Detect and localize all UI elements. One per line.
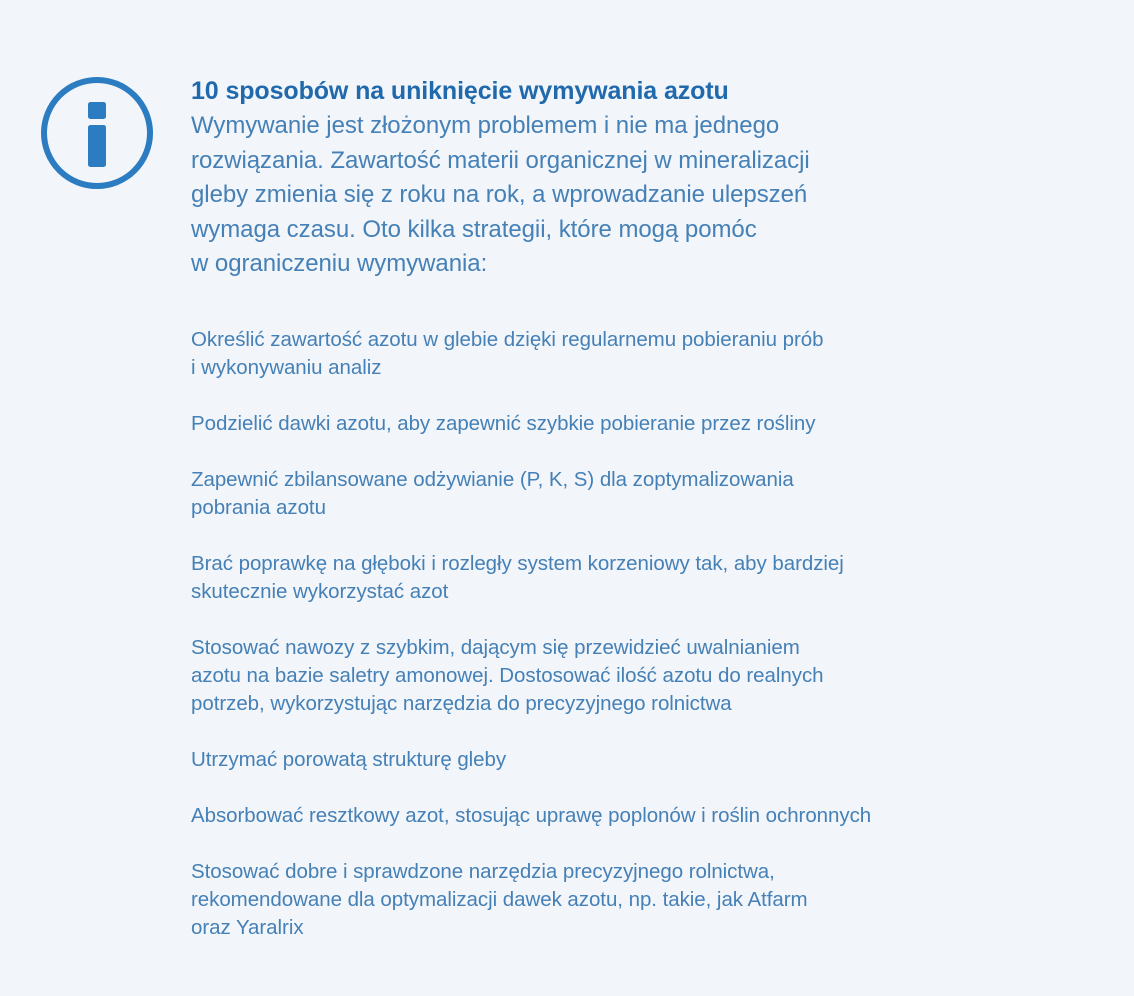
list-item-line: azotu na bazie saletry amonowej. Dostosować ilość azotu do realnych: [191, 664, 824, 687]
list-item: [191, 466, 1121, 522]
list-item-line: Absorbować resztkowy azot, stosując uprawę poplonów i roślin ochronnych: [191, 804, 872, 827]
list-item-line: Określić zawartość azotu w glebie dzięki regularnemu pobieraniu prób: [191, 328, 824, 351]
intro-line: gleby zmienia się z roku na rok, a wprowadzanie ulepszeń: [191, 181, 808, 208]
strategy-list: [191, 326, 1121, 942]
list-item: [191, 634, 1121, 718]
list-item: [191, 802, 1121, 830]
info-circle-icon: [40, 76, 154, 190]
info-text-block: [191, 74, 1091, 282]
list-item-line: rekomendowane dla optymalizacji dawek azotu, np. takie, jak Atfarm: [191, 888, 808, 911]
list-item-line: Stosować nawozy z szybkim, dającym się przewidzieć uwalnianiem: [191, 636, 800, 659]
intro-line: wymaga czasu. Oto kilka strategii, które mogą pomóc: [191, 215, 757, 243]
list-item-line: oraz Yaralrix: [191, 916, 304, 939]
intro-line: w ograniczeniu wymywania:: [191, 250, 488, 277]
list-item: [191, 746, 1121, 774]
list-item-line: potrzeb, wykorzystując narzędzia do precyzyjnego rolnictwa: [191, 692, 732, 715]
list-item: [191, 858, 1121, 942]
list-item-line: skutecznie wykorzystać azot: [191, 580, 449, 603]
intro-paragraph: [191, 109, 1091, 282]
intro-line: rozwiązania. Zawartość materii organicznej w mineralizacji: [191, 146, 810, 174]
list-item-line: Podzielić dawki azotu, aby zapewnić szybkie pobieranie przez rośliny: [191, 412, 816, 435]
list-item-line: Brać poprawkę na głęboki i rozległy system korzeniowy tak, aby bardziej: [191, 552, 844, 575]
list-item: [191, 326, 1121, 382]
intro-line: Wymywanie jest złożonym problemem i nie ma jednego: [191, 112, 780, 139]
list-item-line: Stosować dobre i sprawdzone narzędzia precyzyjnego rolnictwa,: [191, 860, 775, 883]
list-item-line: Zapewnić zbilansowane odżywianie (P, K, S) dla zoptymalizowania: [191, 468, 794, 491]
list-item: [191, 550, 1121, 606]
list-item-line: Utrzymać porowatą strukturę gleby: [191, 748, 507, 771]
list-item: [191, 410, 1121, 438]
list-item-line: i wykonywaniu analiz: [191, 356, 382, 379]
page-title: 10 sposobów na uniknięcie wymywania azotu: [191, 77, 729, 105]
list-item-line: pobrania azotu: [191, 496, 326, 519]
